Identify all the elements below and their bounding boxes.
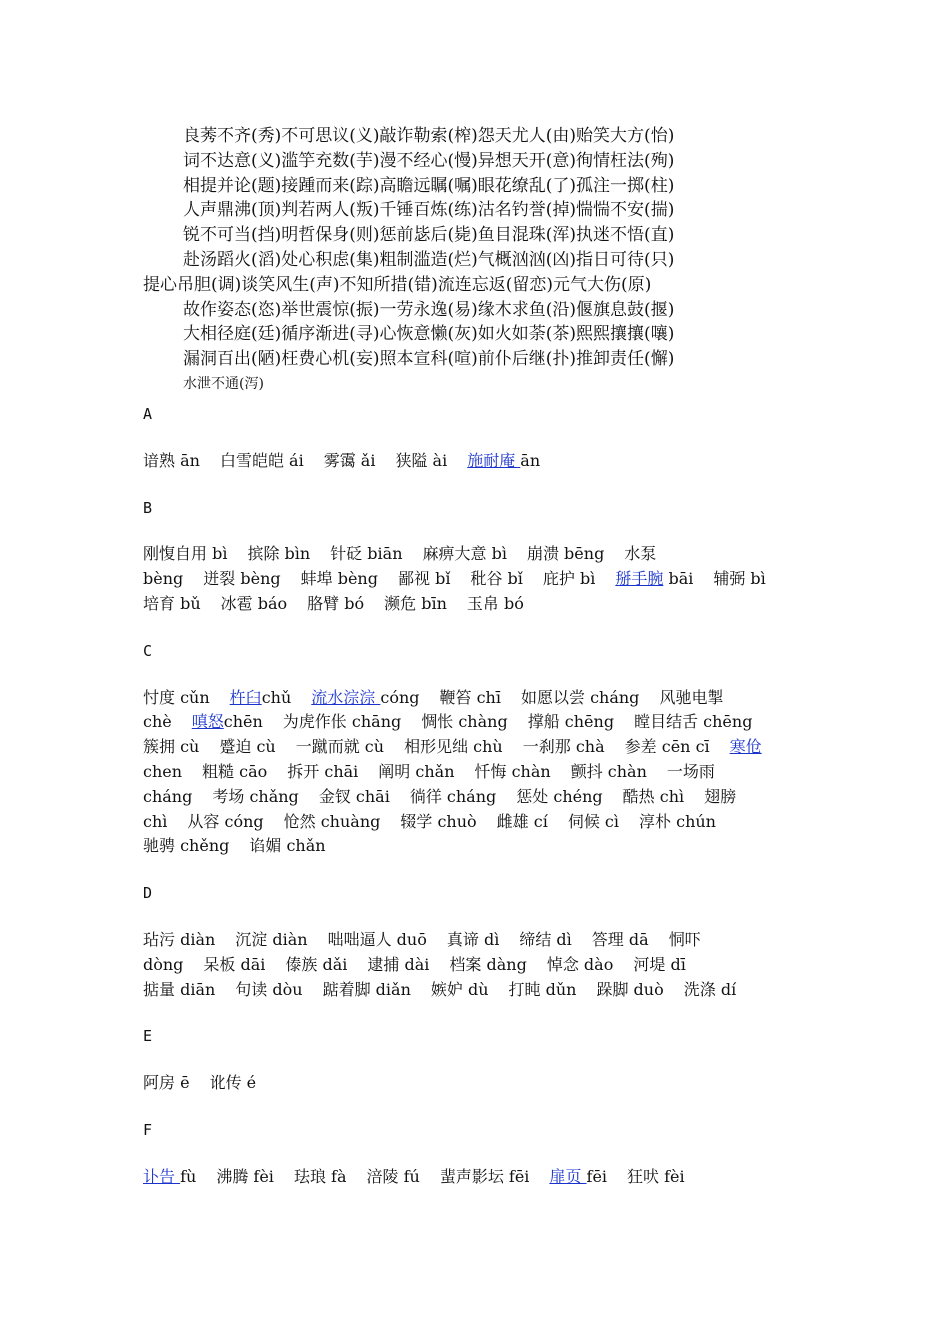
idiom-line: 人声鼎沸(顶)判若两人(叛)千锤百炼(练)沽名钓誉(掉)惴惴不安(揣) <box>183 200 675 221</box>
pinyin: bāi <box>663 569 694 589</box>
word-entry: 辍学 chuò <box>400 811 477 831</box>
word-entry: 庇护 bì <box>542 569 596 589</box>
word-entry: 狂吠 fèi <box>627 1166 685 1186</box>
word-entry: 翅膀 <box>704 786 737 806</box>
word-entry: 驰骋 chěng <box>143 836 230 856</box>
word-entry: 金钗 chāi <box>318 786 390 806</box>
word-entry: 忏悔 chàn <box>474 761 551 781</box>
word-entry: 阐明 chǎn <box>378 761 455 781</box>
word-link[interactable]: 讣告 <box>143 1166 181 1186</box>
word-entry: 培育 bǔ <box>143 593 201 613</box>
word-entry: 胳臂 bó <box>307 593 365 613</box>
word-entry: 拆开 chāi <box>287 761 359 781</box>
word-entry: 咄咄逼人 duō <box>327 929 427 949</box>
word-entry[interactable] <box>230 686 292 711</box>
word-entry[interactable] <box>192 710 263 735</box>
word-link[interactable]: 扉页 <box>549 1166 587 1186</box>
word-entry: cháng <box>143 786 193 806</box>
word-line <box>143 710 843 735</box>
word-entry: 呆板 dāi <box>203 954 266 974</box>
section-words <box>143 928 843 1002</box>
section-words <box>143 686 843 860</box>
word-entry: 摈除 bìn <box>247 544 311 564</box>
pinyin: cóng <box>380 687 420 707</box>
section-letter: D <box>143 884 153 903</box>
word-link[interactable]: 施耐庵 <box>467 450 521 470</box>
word-line <box>143 592 843 617</box>
word-link[interactable]: 嗔怒 <box>191 712 224 732</box>
word-entry: 一场雨 <box>666 761 715 781</box>
word-entry: 蹙迫 cù <box>219 737 276 757</box>
pinyin: chēn <box>223 712 263 732</box>
idiom-line: 大相径庭(廷)循序渐进(寻)心恢意懒(灰)如火如荼(茶)熙熙攘攘(嚷) <box>183 324 675 345</box>
idiom-line: 漏洞百出(陋)枉费心机(妄)照本宣科(喧)前仆后继(扑)推卸责任(懈) <box>183 349 675 370</box>
idiom-line: 锐不可当(挡)明哲保身(则)惩前毖后(毙)鱼目混珠(浑)执迷不悟(直) <box>183 225 675 246</box>
word-entry: 迸裂 bèng <box>203 569 281 589</box>
word-line <box>143 810 843 835</box>
word-entry: 惩处 chéng <box>516 786 603 806</box>
word-entry: 蜚声影坛 fēi <box>439 1166 530 1186</box>
word-entry: 缔结 dì <box>519 929 572 949</box>
word-entry: 水泵 <box>624 544 657 564</box>
word-link[interactable]: 寒伧 <box>729 737 762 757</box>
word-entry: 考场 chǎng <box>212 786 299 806</box>
word-entry: 怆然 chuàng <box>283 811 381 831</box>
word-entry: 从容 cóng <box>187 811 264 831</box>
word-line <box>143 686 843 711</box>
word-entry: 辅弼 bì <box>713 569 766 589</box>
word-entry: 一刹那 chà <box>522 737 605 757</box>
word-entry[interactable] <box>143 1165 196 1190</box>
word-entry[interactable] <box>467 449 540 474</box>
word-entry[interactable] <box>730 735 762 760</box>
section-letter: F <box>143 1120 153 1139</box>
word-entry: 参差 cēn cī <box>624 737 710 757</box>
idiom-line: 水泄不通(泻) <box>183 375 264 392</box>
word-line <box>143 978 843 1003</box>
word-entry: 踮着脚 diǎn <box>322 979 411 999</box>
idiom-line: 提心吊胆(调)谈笑风生(声)不知所措(错)流连忘返(留恋)元气大伤(原) <box>143 274 652 295</box>
section-letter: E <box>143 1027 153 1046</box>
word-entry: 洗涤 dí <box>683 979 737 999</box>
idiom-line: 词不达意(义)滥竽充数(芋)漫不经心(慢)异想天开(意)徇情枉法(殉) <box>183 150 675 171</box>
section-letter: B <box>143 498 153 517</box>
word-entry: 打盹 dǔn <box>508 979 577 999</box>
word-entry: 惆怅 chàng <box>421 712 508 732</box>
idiom-line: 良莠不齐(秀)不可思议(义)敲诈勒索(榨)怨天尤人(由)贻笑大方(怡) <box>183 126 675 146</box>
word-entry: 悼念 dào <box>546 954 614 974</box>
section-words <box>143 449 843 474</box>
word-entry: 为虎作伥 chāng <box>282 712 402 732</box>
word-entry: chè <box>143 712 172 732</box>
word-line <box>143 1165 843 1190</box>
word-entry: 蚌埠 bèng <box>300 569 378 589</box>
word-line <box>143 953 843 978</box>
word-entry: 鄙视 bǐ <box>397 569 451 589</box>
pinyin: fēi <box>586 1166 608 1186</box>
word-entry: 嫉妒 dù <box>430 979 489 999</box>
word-entry: 针砭 biān <box>330 544 403 564</box>
word-entry: 谄媚 chǎn <box>249 836 326 856</box>
word-entry: 档案 dàng <box>449 954 527 974</box>
word-entry: chen <box>143 761 183 781</box>
word-entry: 酷热 chì <box>622 786 685 806</box>
word-entry: 句读 dòu <box>235 979 303 999</box>
word-entry: 忖度 cǔn <box>143 687 210 707</box>
word-entry: 雌雄 cí <box>496 811 548 831</box>
word-entry: 谙熟 ān <box>143 450 200 470</box>
word-entry[interactable] <box>311 686 419 711</box>
word-entry: 相形见绌 chù <box>404 737 503 757</box>
section-words <box>143 1165 843 1190</box>
word-line <box>143 785 843 810</box>
word-entry: 傣族 dǎi <box>285 954 348 974</box>
word-entry: 簇拥 cù <box>143 737 200 757</box>
word-entry: 沸腾 fèi <box>216 1166 274 1186</box>
word-line <box>143 928 843 953</box>
word-entry[interactable] <box>615 567 693 592</box>
word-entry: 风驰电掣 <box>659 687 724 707</box>
word-line <box>143 834 843 859</box>
section-letter: C <box>143 641 153 660</box>
word-entry: 珐琅 fà <box>293 1166 347 1186</box>
word-entry: 如愿以尝 cháng <box>520 687 640 707</box>
word-entry: 颤抖 chàn <box>570 761 647 781</box>
word-entry: 麻痹大意 bì <box>422 544 507 564</box>
word-entry: chì <box>143 811 168 831</box>
word-entry: 秕谷 bǐ <box>470 569 523 589</box>
word-entry: bèng <box>143 569 184 589</box>
word-line <box>143 542 843 567</box>
word-entry: 掂量 diān <box>143 979 216 999</box>
word-entry: 崩溃 bēng <box>526 544 605 564</box>
word-entry: 河堤 dī <box>633 954 686 974</box>
word-entry: 撑船 chēng <box>527 712 615 732</box>
pinyin-word-list <box>143 402 843 1212</box>
idiom-line: 故作姿态(恣)举世震惊(振)一劳永逸(易)缘木求鱼(沿)偃旗息鼓(揠) <box>183 299 675 320</box>
word-entry: 答理 dā <box>591 929 649 949</box>
word-entry: 逮捕 dài <box>367 954 430 974</box>
word-entry[interactable] <box>549 1165 607 1190</box>
word-entry: 淳朴 chún <box>639 811 716 831</box>
section-words <box>143 1071 843 1096</box>
word-entry: 一蹴而就 cù <box>295 737 385 757</box>
word-entry: 真谛 dì <box>446 929 500 949</box>
word-entry: 伺候 cì <box>567 811 620 831</box>
pinyin: chǔ <box>261 687 292 707</box>
word-entry: 狭隘 ài <box>395 450 448 470</box>
idiom-correction-list <box>143 124 843 397</box>
word-line <box>143 567 843 592</box>
word-entry: 瞠目结舌 chēng <box>634 712 753 732</box>
word-entry: 沉淀 diàn <box>235 929 308 949</box>
word-line <box>143 735 843 760</box>
word-entry: 白雪皑皑 ái <box>219 450 304 470</box>
word-entry: 刚愎自用 bì <box>143 544 228 564</box>
word-entry: 恫吓 <box>668 929 701 949</box>
word-entry: 徜徉 cháng <box>409 786 497 806</box>
section-words <box>143 542 843 616</box>
word-line <box>143 1071 843 1096</box>
word-line <box>143 760 843 785</box>
word-entry: 跺脚 duò <box>596 979 664 999</box>
word-entry: 冰雹 báo <box>220 593 288 613</box>
word-link[interactable]: 掰手腕 <box>615 569 664 589</box>
word-entry: 涪陵 fú <box>366 1166 420 1186</box>
word-link[interactable]: 流水淙淙 <box>311 687 381 707</box>
word-entry: 雾霭 ǎi <box>323 450 376 470</box>
word-line <box>143 449 843 474</box>
word-entry: 玉帛 bó <box>466 593 524 613</box>
word-entry: 讹传 é <box>209 1073 257 1093</box>
word-entry: 阿房 ē <box>143 1073 190 1093</box>
section-letter: A <box>143 405 153 423</box>
word-entry: 粗糙 cāo <box>202 761 268 781</box>
pinyin: fù <box>180 1166 197 1186</box>
word-entry: 玷污 diàn <box>143 929 216 949</box>
word-entry: 鞭笞 chī <box>439 687 501 707</box>
word-link[interactable]: 杵臼 <box>229 687 262 707</box>
idiom-line: 相提并论(题)接踵而来(踪)高瞻远瞩(嘱)眼花缭乱(了)孤注一掷(柱) <box>183 175 675 196</box>
word-entry: dòng <box>143 954 184 974</box>
word-entry: 濒危 bīn <box>384 593 447 613</box>
idiom-line: 赴汤蹈火(滔)处心积虑(集)粗制滥造(烂)气概汹汹(凶)指日可待(只) <box>183 249 675 270</box>
pinyin: ān <box>520 450 541 470</box>
